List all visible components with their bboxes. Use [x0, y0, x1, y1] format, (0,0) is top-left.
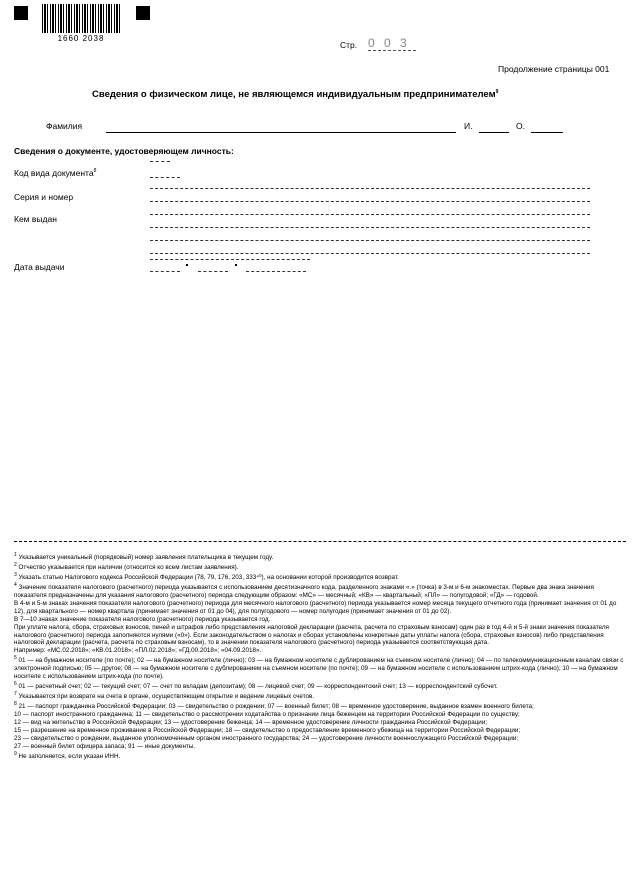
page-continuation: Продолжение страницы 001 — [498, 64, 610, 74]
footnote-text: В 7—10 знаках значение показателя налогового (расчетного) периода указывается год. — [14, 615, 271, 623]
footnote — [14, 572, 624, 582]
issue-date-dot-2 — [235, 264, 237, 266]
footnote-text: 01 — расчетный счет; 02 — текущий счет; 07 — счет по вкладам (депозитам); 08 — лицевой счет; 09 — корреспондентский счет; 13 — корреспондентский субсчет. — [18, 683, 498, 691]
issue-date-day-field[interactable] — [150, 271, 180, 272]
initial-i-label: И. — [464, 121, 473, 131]
footnote-text: Значение показателя налогового (расчетного) периода указывается с использованием десятизначного кода, разделенного знаками «.» (точка) в 3-м и 6-м знакоместах. Первые два знака значения показателя предназначены для указания налогового (расчетного) периода следующим образом: «МС» — месячный; «КВ» — квартальный; «ПЛ» — полугодовой; «ГД» — годовой. — [14, 584, 594, 599]
footnote — [14, 582, 624, 600]
footnote-text: 21 — паспорт гражданина Российской Федерации; 03 — свидетельство о рождении; 07 — военный билет; 08 — временное удостоверение, выданное взамен военного билета; — [18, 703, 534, 711]
footnote — [14, 624, 624, 648]
issue-date-label: Дата выдачи — [14, 262, 65, 272]
page-number: 0 0 3 — [368, 36, 416, 51]
footnote-ref: 9 — [14, 750, 17, 757]
series-number-field[interactable] — [150, 201, 590, 202]
footnote-ref: 6 — [14, 681, 17, 688]
footnote-ref: 8 — [14, 701, 17, 708]
issued-by-field-3[interactable] — [150, 240, 590, 241]
doc-type-field[interactable] — [150, 177, 180, 178]
surname-field[interactable] — [106, 132, 456, 133]
barcode — [42, 4, 120, 42]
title-footnote-ref: 9 — [495, 89, 499, 95]
section-title-text: Сведения о физическом лице, не являющемся индивидуальным предпринимателем — [92, 89, 496, 101]
footnote-ref: 4 — [14, 582, 17, 588]
footnote — [14, 647, 624, 655]
footnote — [14, 681, 624, 691]
footnote-ref: 2 — [14, 562, 17, 568]
footnote-text: При уплате налога, сбора, страховых взносов, пеней и штрафов либо представления налоговой декларации (расчета, расчета по страховым взносам) один раз в год 4-й и 5-й знаки значения показателя налогового (расчетного) периода заполняются нулями («0»). Если законодательством о налогах и сборах установлены конкретные даты уплаты налога (сбора, страховых взносов) либо представления налоговой декларации (расчета, расчета по страховым взносам), то в значении показателя налогового (расчетного) периода указывается соответствующая дата. — [14, 623, 609, 647]
issue-date-dot-1 — [186, 264, 188, 266]
surname-label: Фамилия — [46, 121, 83, 131]
initial-o-field[interactable] — [531, 132, 563, 133]
footnote — [14, 751, 624, 761]
initial-o-label: О. — [516, 121, 525, 131]
issue-date-top-guide — [150, 259, 310, 260]
footnote — [14, 600, 624, 616]
footnote — [14, 727, 624, 735]
footnotes — [14, 552, 624, 761]
footnotes-separator — [14, 541, 626, 542]
footnote-text: Указать статью Налогового кодекса Российской Федерации (78, 79, 176, 203, 333⁴⁰), на основании которой производится возврат. — [18, 574, 399, 582]
footnote — [14, 562, 624, 572]
issue-date-year-field[interactable] — [246, 271, 306, 272]
issued-by-field-2[interactable] — [150, 227, 590, 228]
footnote-ref: 5 — [14, 655, 17, 662]
barcode-number: 1660 2038 — [57, 34, 105, 43]
issued-by-field-4[interactable] — [150, 253, 590, 254]
footnote-text: Отчество указывается при наличии (относится ко всем листам заявления). — [18, 564, 239, 572]
footnote-ref: 1 — [14, 552, 17, 558]
registration-marker-left — [14, 6, 28, 20]
footnote-text: 12 — вид на жительство в Российской Федерации; 13 — удостоверение беженца; 14 — временное удостоверение личности гражданина Российской Федерации; — [14, 718, 488, 726]
series-number-field-top — [150, 188, 590, 189]
footnote — [14, 691, 624, 701]
series-number-label: Серия и номер — [14, 192, 74, 202]
doc-type-label — [14, 168, 96, 178]
footnote-text: 15 — разрешение на временное проживание в Российской Федерации; 18 — свидетельство о предоставлении временного убежища на территории Российской Федерации; — [14, 726, 521, 734]
footnote — [14, 735, 624, 743]
footnote-text: Указывается уникальный (порядковый) номер заявления плательщика в текущем году. — [18, 554, 274, 562]
footnote-text: Например: «МС.02.2018»; «КВ.01.2018»; «ПЛ.02.2018»; «ГД.00.2018»; «04.09.2018». — [14, 647, 262, 655]
doc-type-top-guide — [150, 161, 170, 162]
doc-type-footnote-ref: 8 — [93, 168, 97, 175]
registration-marker-right — [136, 6, 150, 20]
barcode-bars — [42, 4, 120, 33]
issued-by-label: Кем выдан — [14, 214, 57, 224]
page-label: Стр. — [340, 40, 358, 50]
footnote — [14, 719, 624, 727]
section-title — [92, 89, 498, 100]
initial-i-field[interactable] — [479, 132, 509, 133]
doc-type-label-text: Код вида документа — [14, 168, 94, 178]
footnote — [14, 711, 624, 719]
footnote — [14, 552, 624, 562]
document-section-heading: Сведения о документе, удостоверяющем личность: — [14, 146, 234, 156]
footnote-text: Не заполняется, если указан ИНН. — [18, 752, 121, 760]
footnote-ref: 3 — [14, 572, 17, 578]
footnote-text: Указывается при возврате на счета в органе, осуществляющем открытие и ведение лицевых счетов. — [18, 693, 315, 701]
footnote-ref: 7 — [14, 691, 17, 698]
issued-by-field-1[interactable] — [150, 214, 590, 215]
footnote — [14, 701, 624, 711]
footnote-text: 27 — военный билет офицера запаса; 91 — иные документы. — [14, 742, 196, 750]
issue-date-month-field[interactable] — [198, 271, 228, 272]
footnote — [14, 743, 624, 751]
footnote-text: 23 — свидетельство о рождении, выданное уполномоченным органом иностранного государства; 24 — удостоверение личности военнослужащего Российской Федерации; — [14, 734, 519, 742]
footnote — [14, 616, 624, 624]
footnote — [14, 655, 624, 681]
footnote-text: 01 — на бумажном носителе (по почте); 02 — на бумажном носителе (лично); 03 — на бумажном носителе с дублированием на съемном носителе (лично); 04 — по телекоммуникационным каналам связи с электронной подписью; 05 — другое; 08 — на бумажном носителе с дублированием на съемном носителе (по почте); 09 — на бумажном носителе с использованием штрих-кода (лично); 10 — на бумажном носителе с использованием штрих-кода (по почте). — [14, 657, 624, 681]
footnote-text: 10 — паспорт иностранного гражданина; 11 — свидетельство о рассмотрении ходатайства о признании лица беженцем на территории Российской Федерации по существу; — [14, 711, 520, 719]
footnote-text: В 4-м и 5-м знаках значения показателя налогового (расчетного) периода для месячного налогового (расчетного) периода указывается номер месяца текущего отчетного года (принимает значения от 01 до 12), для квартального — номер квартала (принимает значения от 01 до 04), для полугодового — номер полугодия (принимает значения от 01 до 02). — [14, 599, 617, 615]
